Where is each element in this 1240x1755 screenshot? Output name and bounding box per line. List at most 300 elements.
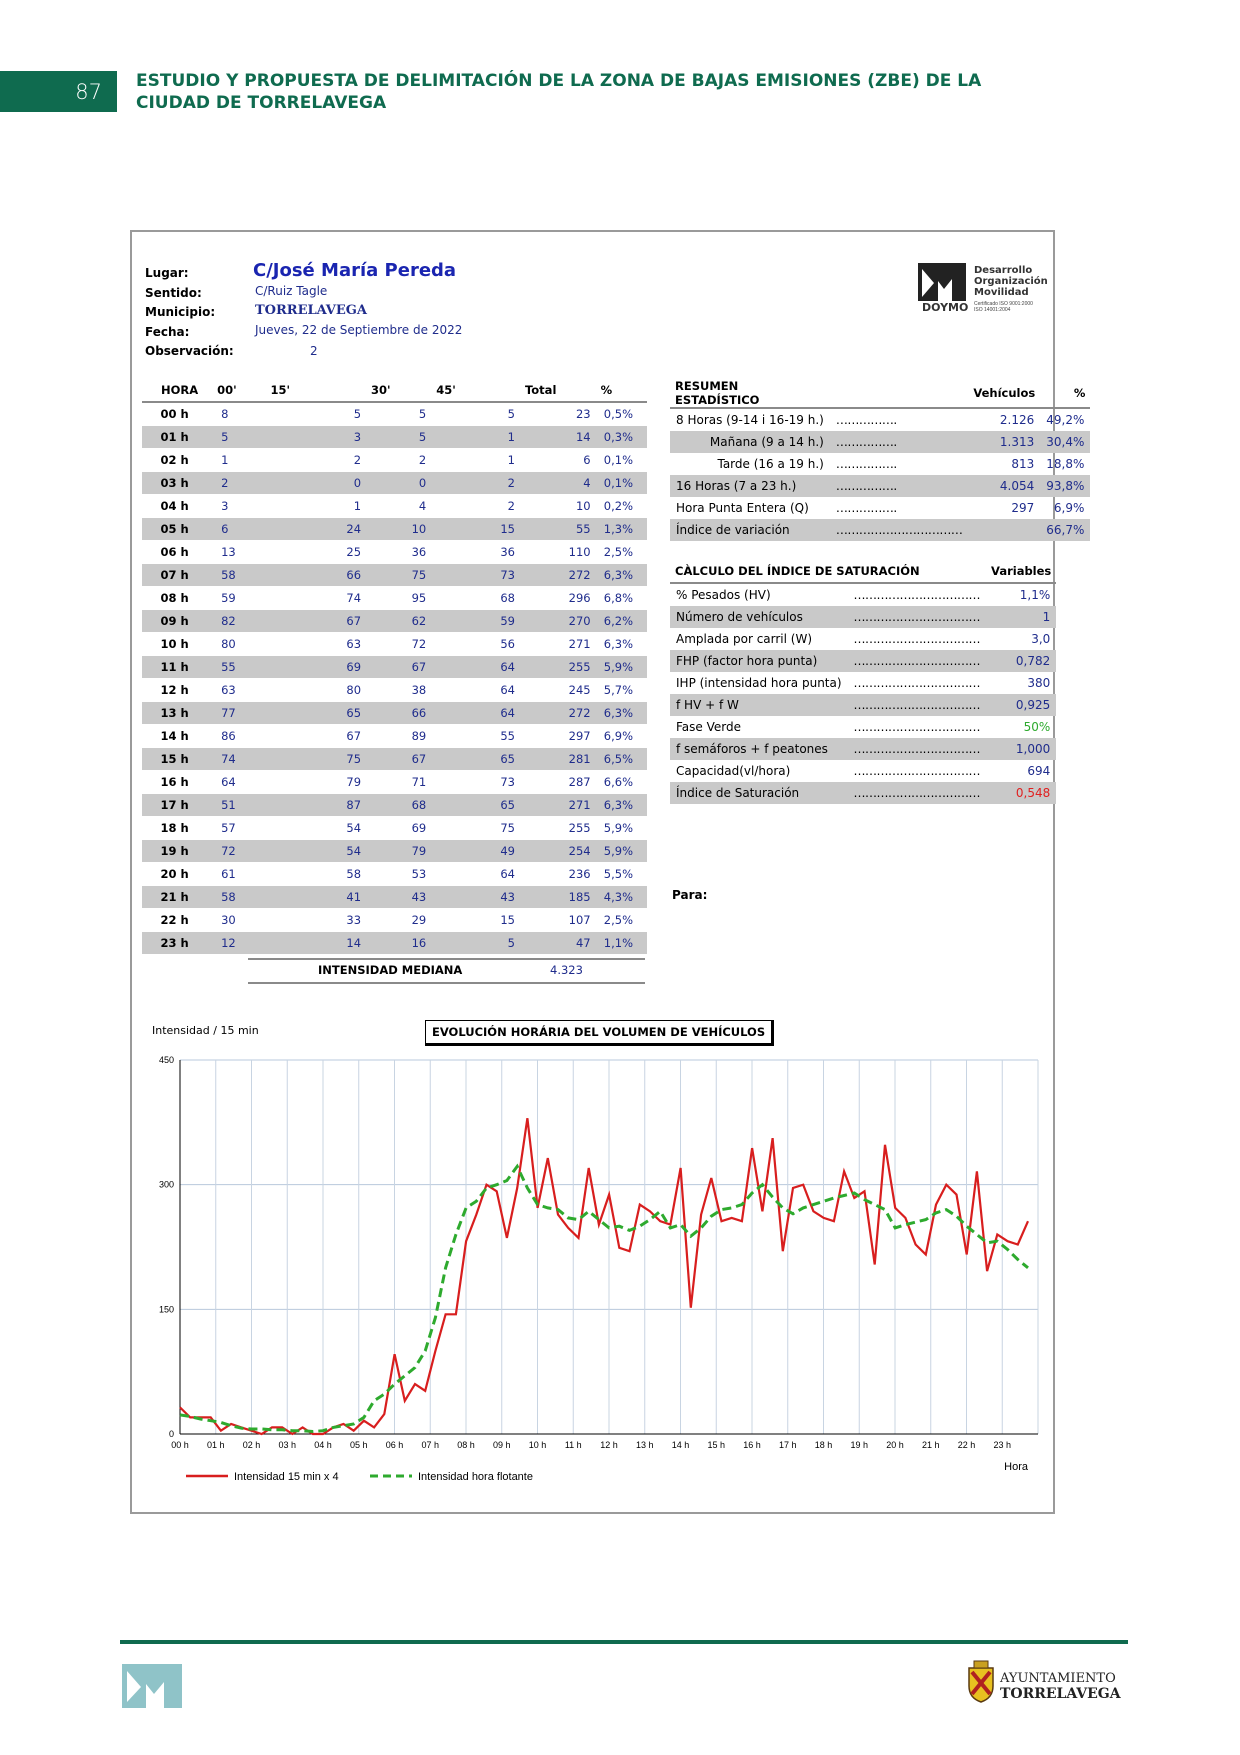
value-cell: 4,3% (591, 886, 647, 909)
value-cell: 23 (515, 402, 591, 426)
summary-pct: 49,2% (1046, 413, 1085, 427)
value-cell: 2 (261, 449, 362, 472)
saturation-value: 50% (1023, 720, 1051, 734)
summary-label: Tarde (16 a 19 h.) (717, 457, 824, 471)
sentido-label: Sentido: (145, 286, 202, 300)
chart-title: EVOLUCIÓN HORÁRIA DEL VOLUMEN DE VEHÍCULOS (425, 1020, 774, 1046)
value-cell: 82 (207, 610, 260, 633)
saturation-dots: …………………………… (848, 782, 987, 804)
summary-label: Mañana (9 a 14 h.) (670, 431, 830, 453)
hourly-table-row (142, 725, 647, 748)
saturation-label: Número de vehículos (670, 606, 848, 628)
hour-cell: 17 h (142, 794, 207, 817)
value-cell: 1 (426, 426, 515, 449)
value-cell: 29 (361, 909, 426, 932)
value-cell: 79 (361, 840, 426, 863)
value-cell: 58 (261, 863, 362, 886)
value-cell: 2,5% (591, 909, 647, 932)
summary-label: Hora Punta Entera (Q) (676, 501, 809, 515)
value-cell: 16 (361, 932, 426, 955)
summary-label: Índice de variación (670, 519, 830, 541)
value-cell: 1 (261, 495, 362, 518)
value-cell: 61 (207, 863, 260, 886)
logo-line2: Organización (974, 276, 1048, 287)
value-cell: 270 (515, 610, 591, 633)
value-cell: 255 (515, 656, 591, 679)
value-cell: 0,1% (591, 449, 647, 472)
value-cell: 2,5% (591, 541, 647, 564)
hour-cell: 13 h (142, 702, 207, 725)
hour-cell: 03 h (142, 472, 207, 495)
saturation-value: 3,0 (1031, 632, 1051, 646)
x-tick-label: 10 h (528, 1440, 547, 1450)
hour-cell: 10 h (142, 633, 207, 656)
lugar-value: C/José María Pereda (253, 260, 457, 281)
doymo-footer-mark-icon (122, 1664, 182, 1708)
value-cell: 67 (361, 748, 426, 771)
saturation-value: 1,000 (986, 738, 1056, 760)
hour-cell: 08 h (142, 587, 207, 610)
value-cell: 43 (361, 886, 426, 909)
summary-pct: 6,9% (1053, 501, 1085, 515)
value-cell: 64 (426, 656, 515, 679)
value-cell: 0,3% (591, 426, 647, 449)
legend-item-15min: Intensidad 15 min x 4 (234, 1471, 339, 1483)
value-cell: 15 (426, 909, 515, 932)
x-tick-label: 12 h (600, 1440, 618, 1450)
value-cell: 59 (207, 587, 260, 610)
summary-label: 8 Horas (9-14 i 16-19 h.) (676, 413, 824, 427)
hourly-table-row (142, 794, 647, 817)
value-cell: 0 (361, 472, 426, 495)
value-cell: 255 (515, 817, 591, 840)
chart-y-axis-label: Intensidad / 15 min (152, 1024, 259, 1037)
coat-of-arms-icon (966, 1660, 996, 1704)
value-cell: 3 (261, 426, 362, 449)
hourly-col-header: % (591, 379, 647, 402)
saturation-row (670, 760, 1056, 782)
value-cell: 47 (515, 932, 591, 955)
value-cell: 0,5% (591, 402, 647, 426)
summary-vehicles: 297 (1011, 501, 1035, 515)
hourly-table-row (142, 702, 647, 725)
value-cell: 6,5% (591, 748, 647, 771)
summary-row (670, 519, 1090, 541)
value-cell: 51 (207, 794, 260, 817)
summary-row (670, 497, 1090, 519)
x-tick-label: 19 h (850, 1440, 869, 1450)
hourly-table-row (142, 449, 647, 472)
value-cell: 53 (361, 863, 426, 886)
value-cell: 10 (361, 518, 426, 541)
value-cell: 80 (207, 633, 260, 656)
sentido-value: C/Ruiz Tagle (255, 284, 328, 298)
value-cell: 8 (207, 402, 260, 426)
hourly-table-row (142, 518, 647, 541)
hourly-table-row (142, 541, 647, 564)
page-number: 87 (0, 71, 117, 112)
value-cell: 79 (261, 771, 362, 794)
value-cell: 1,3% (591, 518, 647, 541)
saturation-row (670, 650, 1056, 672)
value-cell: 74 (261, 587, 362, 610)
saturation-row (670, 738, 1056, 760)
summary-row (670, 475, 1090, 497)
saturation-value: 380 (1027, 676, 1051, 690)
value-cell: 65 (426, 748, 515, 771)
value-cell: 66 (261, 564, 362, 587)
hour-cell: 07 h (142, 564, 207, 587)
value-cell: 63 (207, 679, 260, 702)
summary-dots: ……………. (835, 501, 897, 515)
value-cell: 64 (426, 863, 515, 886)
value-cell: 72 (361, 633, 426, 656)
hourly-table-row (142, 426, 647, 449)
saturation-value: 1,1% (1019, 588, 1051, 602)
value-cell: 6,8% (591, 587, 647, 610)
hour-cell: 09 h (142, 610, 207, 633)
hourly-col-header: Total (515, 379, 591, 402)
y-tick-label: 0 (168, 1429, 174, 1439)
value-cell: 6 (515, 449, 591, 472)
value-cell: 15 (426, 518, 515, 541)
value-cell: 72 (207, 840, 260, 863)
value-cell: 2 (361, 449, 426, 472)
hourly-col-header: 00' (207, 379, 260, 402)
value-cell: 6,3% (591, 564, 647, 587)
value-cell: 95 (361, 587, 426, 610)
hour-cell: 00 h (142, 402, 207, 426)
x-tick-label: 15 h (707, 1440, 726, 1450)
hourly-col-header: 15' (261, 379, 362, 402)
saturation-dots: …………………………… (853, 720, 981, 734)
value-cell: 75 (261, 748, 362, 771)
value-cell: 185 (515, 886, 591, 909)
para-label: Para: (672, 888, 708, 902)
value-cell: 5 (361, 426, 426, 449)
value-cell: 68 (426, 587, 515, 610)
x-tick-label: 08 h (457, 1440, 475, 1450)
value-cell: 30 (207, 909, 260, 932)
ayuntamiento-logo (966, 1660, 1121, 1710)
y-tick-label: 300 (158, 1179, 174, 1190)
saturation-value: 0,925 (986, 694, 1056, 716)
value-cell: 54 (261, 817, 362, 840)
value-cell: 69 (261, 656, 362, 679)
value-cell: 6,3% (591, 702, 647, 725)
value-cell: 63 (261, 633, 362, 656)
footer-divider (120, 1640, 1128, 1644)
logo-cert1: Certificado ISO 9001:2000 (974, 301, 1033, 307)
value-cell: 4 (515, 472, 591, 495)
value-cell: 36 (361, 541, 426, 564)
hour-cell: 04 h (142, 495, 207, 518)
value-cell: 67 (361, 656, 426, 679)
hourly-table-row (142, 748, 647, 771)
hourly-table-row (142, 564, 647, 587)
value-cell: 41 (261, 886, 362, 909)
value-cell: 67 (261, 610, 362, 633)
saturation-label: FHP (factor hora punta) (670, 650, 848, 672)
value-cell: 65 (426, 794, 515, 817)
summary-table (670, 379, 1090, 541)
value-cell: 74 (207, 748, 260, 771)
saturation-row (670, 606, 1056, 628)
value-cell: 73 (426, 564, 515, 587)
value-cell: 86 (207, 725, 260, 748)
hour-cell: 23 h (142, 932, 207, 955)
hourly-table-row (142, 402, 647, 426)
value-cell: 58 (207, 564, 260, 587)
value-cell: 80 (261, 679, 362, 702)
saturation-row (670, 782, 1056, 804)
saturation-label: Índice de Saturación (670, 782, 848, 804)
x-tick-label: 17 h (778, 1440, 797, 1450)
saturation-dots: …………………………… (848, 694, 987, 716)
value-cell: 272 (515, 564, 591, 587)
saturation-label: Capacidad(vl/hora) (676, 764, 791, 778)
value-cell: 110 (515, 541, 591, 564)
value-cell: 6,9% (591, 725, 647, 748)
value-cell: 66 (361, 702, 426, 725)
logo-brand: DOYMO (922, 301, 969, 314)
saturation-table (670, 560, 1056, 804)
saturation-row (670, 628, 1056, 650)
lugar-label: Lugar: (145, 266, 189, 280)
value-cell: 4 (361, 495, 426, 518)
saturation-dots: …………………………… (853, 764, 981, 778)
saturation-value: 0,548 (986, 782, 1056, 804)
value-cell: 89 (361, 725, 426, 748)
summary-vehicles: 1.313 (968, 431, 1040, 453)
hour-cell: 02 h (142, 449, 207, 472)
hour-cell: 06 h (142, 541, 207, 564)
value-cell: 65 (261, 702, 362, 725)
value-cell: 14 (515, 426, 591, 449)
hourly-table-row (142, 863, 647, 886)
value-cell: 71 (361, 771, 426, 794)
value-cell: 272 (515, 702, 591, 725)
summary-dots: ……………. (835, 413, 897, 427)
value-cell: 55 (515, 518, 591, 541)
hourly-volume-chart (148, 1050, 1048, 1490)
x-tick-label: 02 h (242, 1440, 261, 1450)
value-cell: 14 (261, 932, 362, 955)
value-cell: 75 (361, 564, 426, 587)
value-cell: 12 (207, 932, 260, 955)
x-tick-label: 09 h (492, 1440, 511, 1450)
value-cell: 24 (261, 518, 362, 541)
x-tick-label: 20 h (886, 1440, 904, 1450)
saturation-row (670, 716, 1056, 738)
value-cell: 5,9% (591, 840, 647, 863)
value-cell: 5,9% (591, 817, 647, 840)
y-tick-label: 150 (158, 1304, 174, 1315)
hourly-table-row (142, 472, 647, 495)
saturation-label: IHP (intensidad hora punta) (676, 676, 842, 690)
hour-cell: 11 h (142, 656, 207, 679)
saturation-label: Amplada por carril (W) (676, 632, 813, 646)
value-cell: 271 (515, 794, 591, 817)
summary-vehicles: 813 (1011, 457, 1035, 471)
summary-row (670, 408, 1090, 431)
value-cell: 75 (426, 817, 515, 840)
hourly-table-row (142, 817, 647, 840)
value-cell: 36 (426, 541, 515, 564)
value-cell: 5,7% (591, 679, 647, 702)
value-cell: 1,1% (591, 932, 647, 955)
observacion-label: Observación: (145, 344, 234, 358)
value-cell: 13 (207, 541, 260, 564)
value-cell: 55 (426, 725, 515, 748)
saturation-header-title: CÀLCULO DEL ÍNDICE DE SATURACIÓN (670, 560, 986, 583)
x-tick-label: 23 h (993, 1440, 1012, 1450)
value-cell: 297 (515, 725, 591, 748)
value-cell: 64 (207, 771, 260, 794)
hour-cell: 05 h (142, 518, 207, 541)
summary-dots: ……………. (830, 431, 969, 453)
value-cell: 57 (207, 817, 260, 840)
x-tick-label: 21 h (921, 1440, 940, 1450)
hourly-table-row (142, 909, 647, 932)
x-tick-label: 03 h (278, 1440, 297, 1450)
hour-cell: 22 h (142, 909, 207, 932)
value-cell: 271 (515, 633, 591, 656)
hour-cell: 14 h (142, 725, 207, 748)
value-cell: 2 (207, 472, 260, 495)
hour-cell: 16 h (142, 771, 207, 794)
saturation-value: 1 (986, 606, 1056, 628)
chart-x-axis-label: Hora (1004, 1461, 1028, 1473)
hourly-table-row (142, 679, 647, 702)
fecha-label: Fecha: (145, 325, 190, 339)
value-cell: 5,5% (591, 863, 647, 886)
doymo-logo (918, 260, 1046, 318)
hourly-table-row (142, 587, 647, 610)
summary-pct: 93,8% (1040, 475, 1090, 497)
median-value: 4.323 (550, 963, 583, 977)
summary-dots: ……………. (835, 457, 897, 471)
value-cell: 25 (261, 541, 362, 564)
value-cell: 62 (361, 610, 426, 633)
summary-row (670, 431, 1090, 453)
median-label: INTENSIDAD MEDIANA (318, 963, 463, 977)
value-cell: 73 (426, 771, 515, 794)
x-tick-label: 04 h (314, 1440, 332, 1450)
value-cell: 69 (361, 817, 426, 840)
saturation-dots: …………………………… (853, 588, 981, 602)
value-cell: 64 (426, 702, 515, 725)
municipio-value: TORRELAVEGA (255, 303, 367, 318)
value-cell: 64 (426, 679, 515, 702)
hour-cell: 20 h (142, 863, 207, 886)
summary-dots: ……………. (830, 475, 969, 497)
saturation-row (670, 694, 1056, 716)
summary-header-title: RESUMEN ESTADÍSTICO (670, 379, 830, 408)
value-cell: 1 (426, 449, 515, 472)
value-cell: 245 (515, 679, 591, 702)
value-cell: 67 (261, 725, 362, 748)
summary-vehicles (968, 519, 1040, 541)
value-cell: 55 (207, 656, 260, 679)
saturation-label: f semáforos + f peatones (670, 738, 848, 760)
saturation-dots: …………………………… (848, 738, 987, 760)
fecha-value: Jueves, 22 de Septiembre de 2022 (255, 323, 463, 337)
hour-cell: 15 h (142, 748, 207, 771)
saturation-label: Fase Verde (676, 720, 741, 734)
hourly-table-row (142, 633, 647, 656)
document-title: ESTUDIO Y PROPUESTA DE DELIMITACIÓN DE LA ZONA DE BAJAS EMISIONES (ZBE) DE LA CIUDAD DE TORRELAVEGA (136, 71, 982, 113)
series-line-floating (180, 1166, 1028, 1431)
value-cell: 6,6% (591, 771, 647, 794)
hourly-col-header: 45' (426, 379, 515, 402)
hourly-col-header: HORA (142, 379, 207, 402)
hourly-table-row (142, 495, 647, 518)
summary-vehicles: 4.054 (968, 475, 1040, 497)
summary-pct: 18,8% (1046, 457, 1085, 471)
value-cell: 87 (261, 794, 362, 817)
value-cell: 77 (207, 702, 260, 725)
hour-cell: 01 h (142, 426, 207, 449)
value-cell: 56 (426, 633, 515, 656)
logo-cert2: ISO 14001:2004 (974, 307, 1011, 313)
value-cell: 0,2% (591, 495, 647, 518)
value-cell: 287 (515, 771, 591, 794)
value-cell: 0,1% (591, 472, 647, 495)
value-cell: 6,3% (591, 794, 647, 817)
median-row (248, 958, 645, 984)
value-cell: 5 (361, 402, 426, 426)
saturation-row (670, 583, 1056, 606)
observacion-value: 2 (310, 344, 318, 358)
value-cell: 107 (515, 909, 591, 932)
value-cell: 38 (361, 679, 426, 702)
value-cell: 6 (207, 518, 260, 541)
value-cell: 5 (207, 426, 260, 449)
x-tick-label: 00 h (171, 1440, 189, 1450)
value-cell: 3 (207, 495, 260, 518)
hour-cell: 12 h (142, 679, 207, 702)
x-tick-label: 13 h (635, 1440, 654, 1450)
value-cell: 33 (261, 909, 362, 932)
saturation-value: 0,782 (986, 650, 1056, 672)
value-cell: 1 (207, 449, 260, 472)
saturation-label: f HV + f W (670, 694, 848, 716)
x-tick-label: 06 h (385, 1440, 404, 1450)
hourly-table-row (142, 932, 647, 955)
hourly-volume-table (142, 379, 647, 955)
x-tick-label: 07 h (421, 1440, 440, 1450)
x-tick-label: 18 h (814, 1440, 833, 1450)
x-tick-label: 22 h (957, 1440, 976, 1450)
logo-line1: Desarrollo (974, 265, 1033, 276)
value-cell: 2 (426, 495, 515, 518)
y-tick-label: 450 (158, 1055, 174, 1065)
saturation-dots: …………………………… (848, 650, 987, 672)
logo-line3: Movilidad (974, 287, 1029, 298)
doymo-mark-icon (918, 263, 966, 301)
hourly-table-row (142, 656, 647, 679)
value-cell: 0 (261, 472, 362, 495)
value-cell: 58 (207, 886, 260, 909)
value-cell: 6,2% (591, 610, 647, 633)
hourly-table-row (142, 840, 647, 863)
hourly-col-header: 30' (361, 379, 426, 402)
saturation-dots: …………………………… (853, 632, 981, 646)
value-cell: 6,3% (591, 633, 647, 656)
hourly-table-row (142, 610, 647, 633)
x-tick-label: 14 h (671, 1440, 690, 1450)
